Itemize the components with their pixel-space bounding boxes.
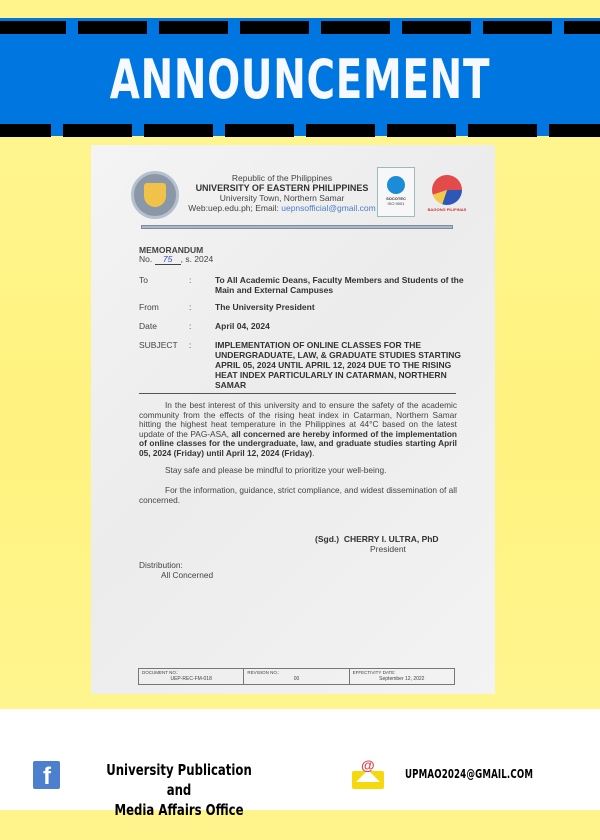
subject-divider [139, 393, 456, 394]
university-email: uepnsofficial@gmail.com [281, 203, 376, 213]
letterhead-text [187, 173, 377, 213]
university-name: UNIVERSITY OF EASTERN PHILIPPINES [195, 183, 369, 193]
document-number-cell: DOCUMENT NO.: UEP-REC-FM-018 [139, 669, 244, 684]
memo-label: MEMORANDUM [139, 245, 204, 255]
signatory-name: CHERRY I. ULTRA, PhD [343, 534, 439, 544]
body-paragraph-3: For the information, guidance, strict compliance, and widest dissemination of all concerned. [139, 485, 457, 505]
socotec-cert-icon: SOCOTEC ISO 9001 [377, 167, 415, 217]
effectivity-date-cell: EFFECTIVITY DATE: September 12, 2022 [352, 670, 425, 682]
contact-email[interactable]: UPMAO2024@GMAIL.COM [405, 767, 534, 781]
banner-dashes-top [0, 21, 600, 34]
banner-dashes-bottom [0, 124, 600, 137]
memo-subject: IMPLEMENTATION OF ONLINE CLASSES FOR THE UNDERGRADUATE, LAW, & GRADUATE STUDIES STARTING APRIL 05, 2024 UNTIL APRIL 12, 2024 DUE TO THE RISING HEAT INDEX PARTICULARLY IN CATARMAN, NORTHERN SAMAR [215, 340, 462, 390]
contact-line: Web:uep.edu.ph; Email: uepnsofficial@gmail.com [188, 203, 376, 213]
memo-date: April 04, 2024 [215, 321, 270, 331]
distribution-block: Distribution: All Concerned [139, 560, 214, 580]
memo-number-value: 75 [155, 254, 181, 265]
memo-number: No. 75 , s. 2024 [139, 254, 214, 264]
body-paragraph-1: In the best interest of this university and to ensure the safety of the academic community from the effects of the rising heat index in Catarman, Northern Samar hitting the highest heat temperature in the Philippines at 44°C based on the latest update of the PAG-ASA, all concerned are hereby informed of the implementation of online classes for the undergraduate, law, and graduate studies starting April 05, 2024 (Friday) until April 12, 2024 (Friday). [139, 400, 457, 458]
body-paragraph-2: Stay safe and please be mindful to prioritize your well-being. [165, 465, 387, 475]
letterhead [131, 167, 471, 227]
signatory-title: President [370, 544, 406, 554]
recipient: To All Academic Deans, Faculty Members and Students of the Main and External Campuses [215, 275, 464, 295]
sender: The University President [215, 302, 315, 312]
university-seal-icon [131, 171, 179, 219]
office-name: University Publication and Media Affairs Office [106, 761, 252, 819]
signature-block: (Sgd.) CHERRY I. ULTRA, PhD President [315, 534, 439, 554]
email-envelope-icon[interactable]: @ [352, 759, 384, 789]
revision-number-cell: REVISION NO.: 00 [244, 669, 349, 684]
letterhead-divider [141, 225, 453, 229]
contact-footer [0, 709, 600, 819]
memorandum-document: Republic of the Philippines UNIVERSITY OF EASTERN PHILIPPINES University Town, Northern Samar Web:uep.edu.ph; Email: uepnsofficial@gmail.com SOCOTEC ISO 9001 BAGONG PILIPINAS MEMORANDUM No. 75 , s. 2024 To : To All Academic Deans, Faculty Members and Students of the Main and External Campuses From : The University President Date : April 04, 2024 SUBJECT : IMPLEMENTATION OF ONLINE CLASSES FOR THE UNDERGRADUATE, LAW, & GRADUATE STUDIES STARTING APRIL 05, 2024 UNTIL APRIL 12, 2024 DUE TO THE RISING HEAT INDEX PARTICULARLY IN CATARMAN, NORTHERN SAMAR In the best interest of this university and to ensure the safety of the academic community from the effects of the rising heat index in Catarman, Northern Samar hitting the highest heat temperature in the Philippines at 44°C based on the latest update of the PAG-ASA, all concerned are hereby informed of the implementation of online classes for the undergraduate, law, and graduate studies starting April 05, 2024 (Friday) until April 12, 2024 (Friday). Stay safe and please be mindful to prioritize your well-being. For the information, guidance, strict compliance, and widest dissemination of all concerned. (Sgd.) CHERRY I. ULTRA, PhD President Distribution: All Concerned DOCUMENT NO.: UEP-REC-FM-018 REVISION NO.: 00 EFFECTIVITY DATE: September 12, 2022 [91, 145, 495, 694]
bagong-pilipinas-logo-icon: BAGONG PILIPINAS [427, 171, 467, 217]
facebook-icon[interactable]: f [33, 761, 60, 789]
republic-line: Republic of the Philippines [231, 173, 333, 183]
announcement-banner [0, 18, 600, 136]
document-control-table [138, 668, 455, 685]
banner-title: ANNOUNCEMENT [109, 48, 491, 111]
university-address: University Town, Northern Samar [219, 193, 345, 203]
